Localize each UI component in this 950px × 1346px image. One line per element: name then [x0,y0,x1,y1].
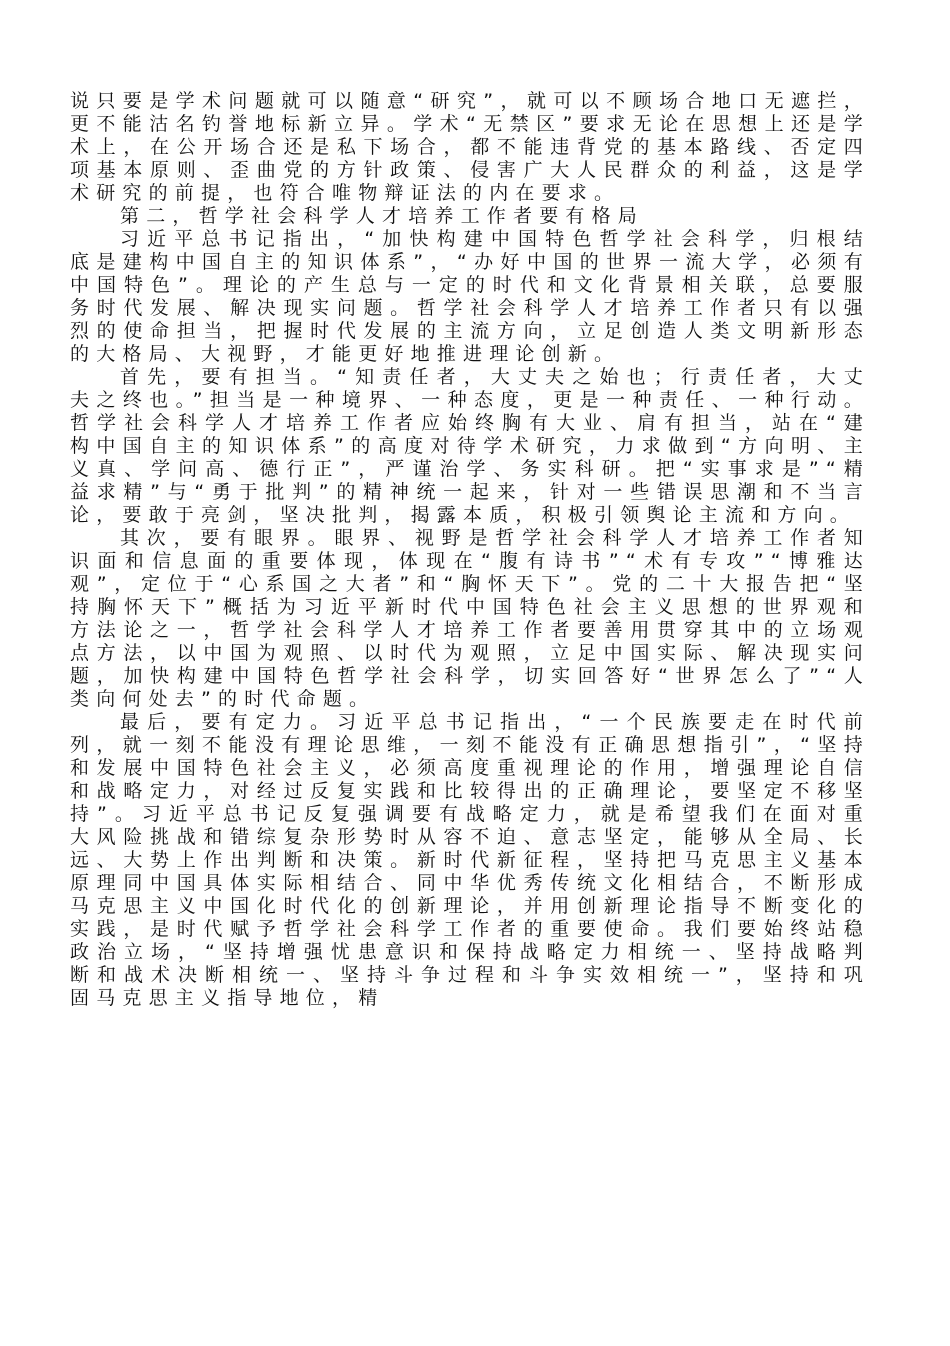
document-page [70,90,870,1010]
paragraph-vision: 其次，要有眼界。眼界、视野是哲学社会科学人才培养工作者知识面和信息面的重要体现，体现在“腹有诗书”“术有专攻”“博雅达观”，定位于“心系国之大者”和“胸怀天下”。党的二十大报告把“坚持胸怀天下”概括为习近平新时代中国特色社会主义思想的世界观和方法论之一，哲学社会科学人才培养工作者要善用贯穿其中的立场观点方法，以中国为观照、以时代为观照，立足中国实际、解决现实问题，加快构建中国特色哲学社会科学，切实回答好“世界怎么了”“人类向何处去”的时代命题。 [70,527,870,710]
paragraph-intro: 习近平总书记指出，“加快构建中国特色哲学社会科学，归根结底是建构中国自主的知识体系”，“办好中国的世界一流大学，必须有中国特色”。理论的产生总与一定的时代和文化背景相关联，总要服务时代发展、解决现实问题。哲学社会科学人才培养工作者只有以强烈的使命担当，把握时代发展的主流方向，立足创造人类文明新形态的大格局、大视野，才能更好地推进理论创新。 [70,228,870,365]
paragraph-responsibility: 首先，要有担当。“知责任者，大丈夫之始也；行责任者，大丈夫之终也。”担当是一种境界、一种态度，更是一种责任、一种行动。哲学社会科学人才培养工作者应始终胸有大业、肩有担当，站在“建构中国自主的知识体系”的高度对待学术研究，力求做到“方向明、主义真、学问高、德行正”，严谨治学、务实科研。把“实事求是”“精益求精”与“勇于批判”的精神统一起来，针对一些错误思潮和不当言论，要敢于亮剑，坚决批判，揭露本质，积极引领舆论主流和方向。 [70,366,870,526]
paragraph-resolve: 最后，要有定力。习近平总书记指出，“一个民族要走在时代前列，就一刻不能没有理论思维，一刻不能没有正确思想指引”，“坚持和发展中国特色社会主义，必须高度重视理论的作用，增强理论自信和战略定力，对经过反复实践和比较得出的正确理论，要坚定不移坚持”。习近平总书记反复强调要有战略定力，就是希望我们在面对重大风险挑战和错综复杂形势时从容不迫、意志坚定，能够从全局、长远、大势上作出判断和决策。新时代新征程，坚持把马克思主义基本原理同中国具体实际相结合、同中华优秀传统文化相结合，不断形成马克思主义中国化时代化的创新理论，并用创新理论指导不断变化的实践，是时代赋予哲学社会科学工作者的重要使命。我们要始终站稳政治立场，“坚持增强忧患意识和保持战略定力相统一、坚持战略判断和战术决断相统一、坚持斗争过程和斗争实效相统一”，坚持和巩固马克思主义指导地位，精 [70,711,870,1009]
section-heading: 第二，哲学社会科学人才培养工作者要有格局 [120,205,645,227]
paragraph-continuation: 说只要是学术问题就可以随意“研究”，就可以不顾场合地口无遮拦，更不能沽名钓誉地标新立异。学术“无禁区”要求无论在思想上还是学术上，在公开场合还是私下场合，都不能违背党的基本路线、否定四项基本原则、歪曲党的方针政策、侵害广大人民群众的利益，这是学术研究的前提，也符合唯物辩证法的内在要求。 [70,90,870,204]
